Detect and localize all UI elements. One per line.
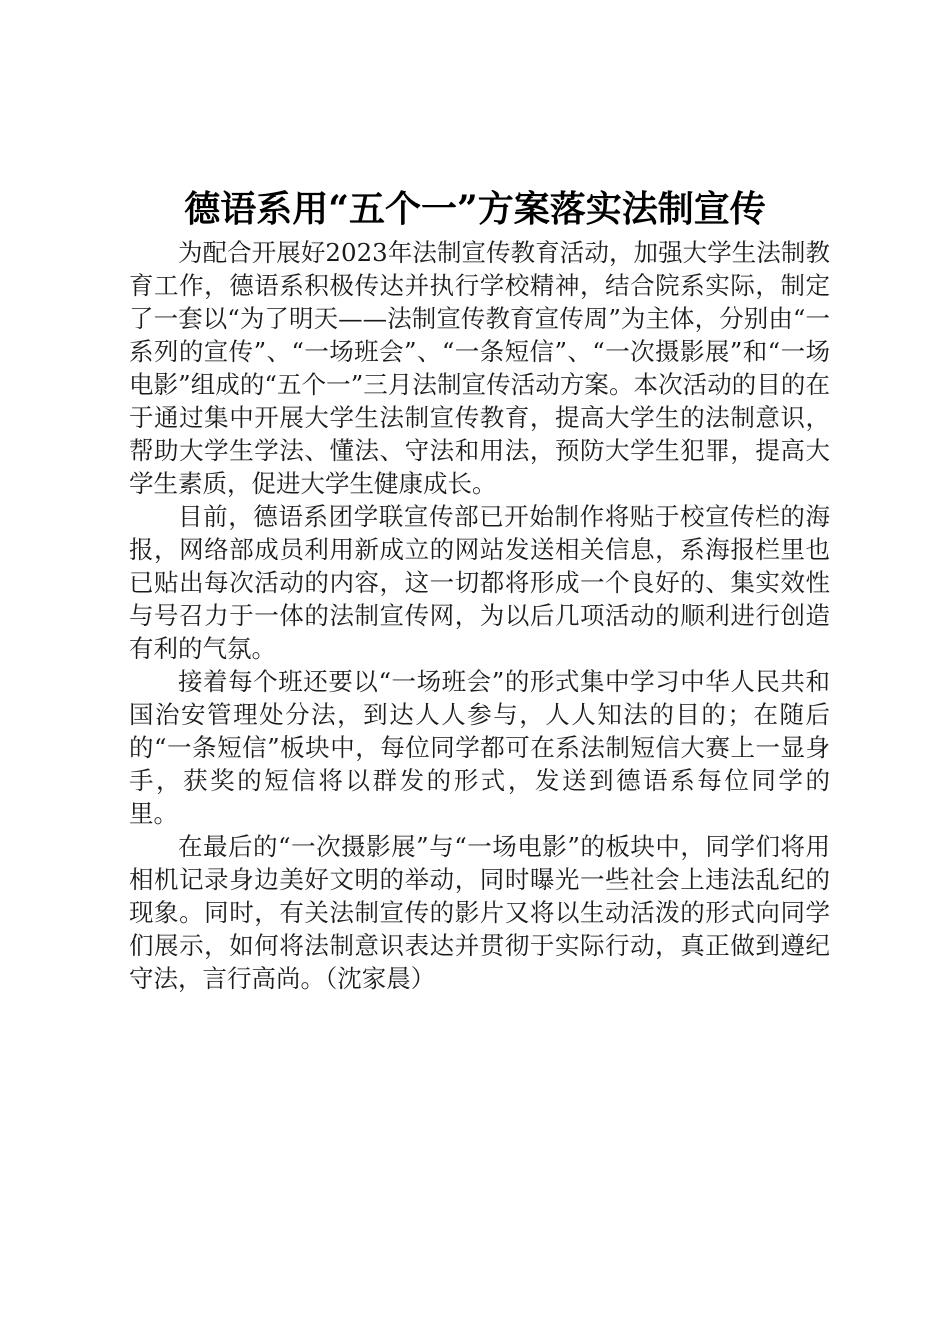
paragraph-1: 为配合开展好2023年法制宣传教育活动，加强大学生法制教育工作，德语系积极传达并执行学校精神，结合院系实际，制定了一套以“为了明天——法制宣传教育宣传周”为主体，分别由“一系列的宣传”、“一场班会”、“一条短信”、“一次摄影展”和“一场电影”组成的“五个一”三月法制宣传活动方案。本次活动的目的在于通过集中开展大学生法制宣传教育，提高大学生的法制意识，帮助大学生学法、懂法、守法和用法，预防大学生犯罪，提高大学生素质，促进大学生健康成长。	[129, 238, 830, 498]
paragraph-3: 接着每个班还要以“一场班会”的形式集中学习中华人民共和国治安管理处分法，到达人人参与，人人知法的目的；在随后的“一条短信”板块中，每位同学都可在系法制短信大赛上一显身手，获奖的短信将以群发的形式，发送到德语系每位同学的 里。	[129, 667, 879, 828]
document-title: 德语系用“五个一”方案落实法制宣传	[184, 188, 766, 230]
paragraph-2: 目前，德语系团学联宣传部已开始制作将贴于校宣传栏的海报，网络部成员利用新成立的网站发送相关信息，系海报栏里也已贴出每次活动的内容，这一切都将形成一个良好的、集实效性与号召力于一体的法制宣传网，为以后几项活动的顺利进行创造有利的气氛。	[129, 502, 830, 663]
document-body	[129, 236, 879, 995]
paragraph-4: 在最后的“一次摄影展”与“一场电影”的板块中，同学们将用相机记录身边美好文明的举动，同时曝光一些社会上违法乱纪的现象。同时，有关法制宣传的影片又将以生动活泼的形式向同学们展示，如何将法制意识表达并贯彻于实际行动，真正做到遵纪守法，言行高尚。（沈家晨）	[129, 832, 830, 993]
